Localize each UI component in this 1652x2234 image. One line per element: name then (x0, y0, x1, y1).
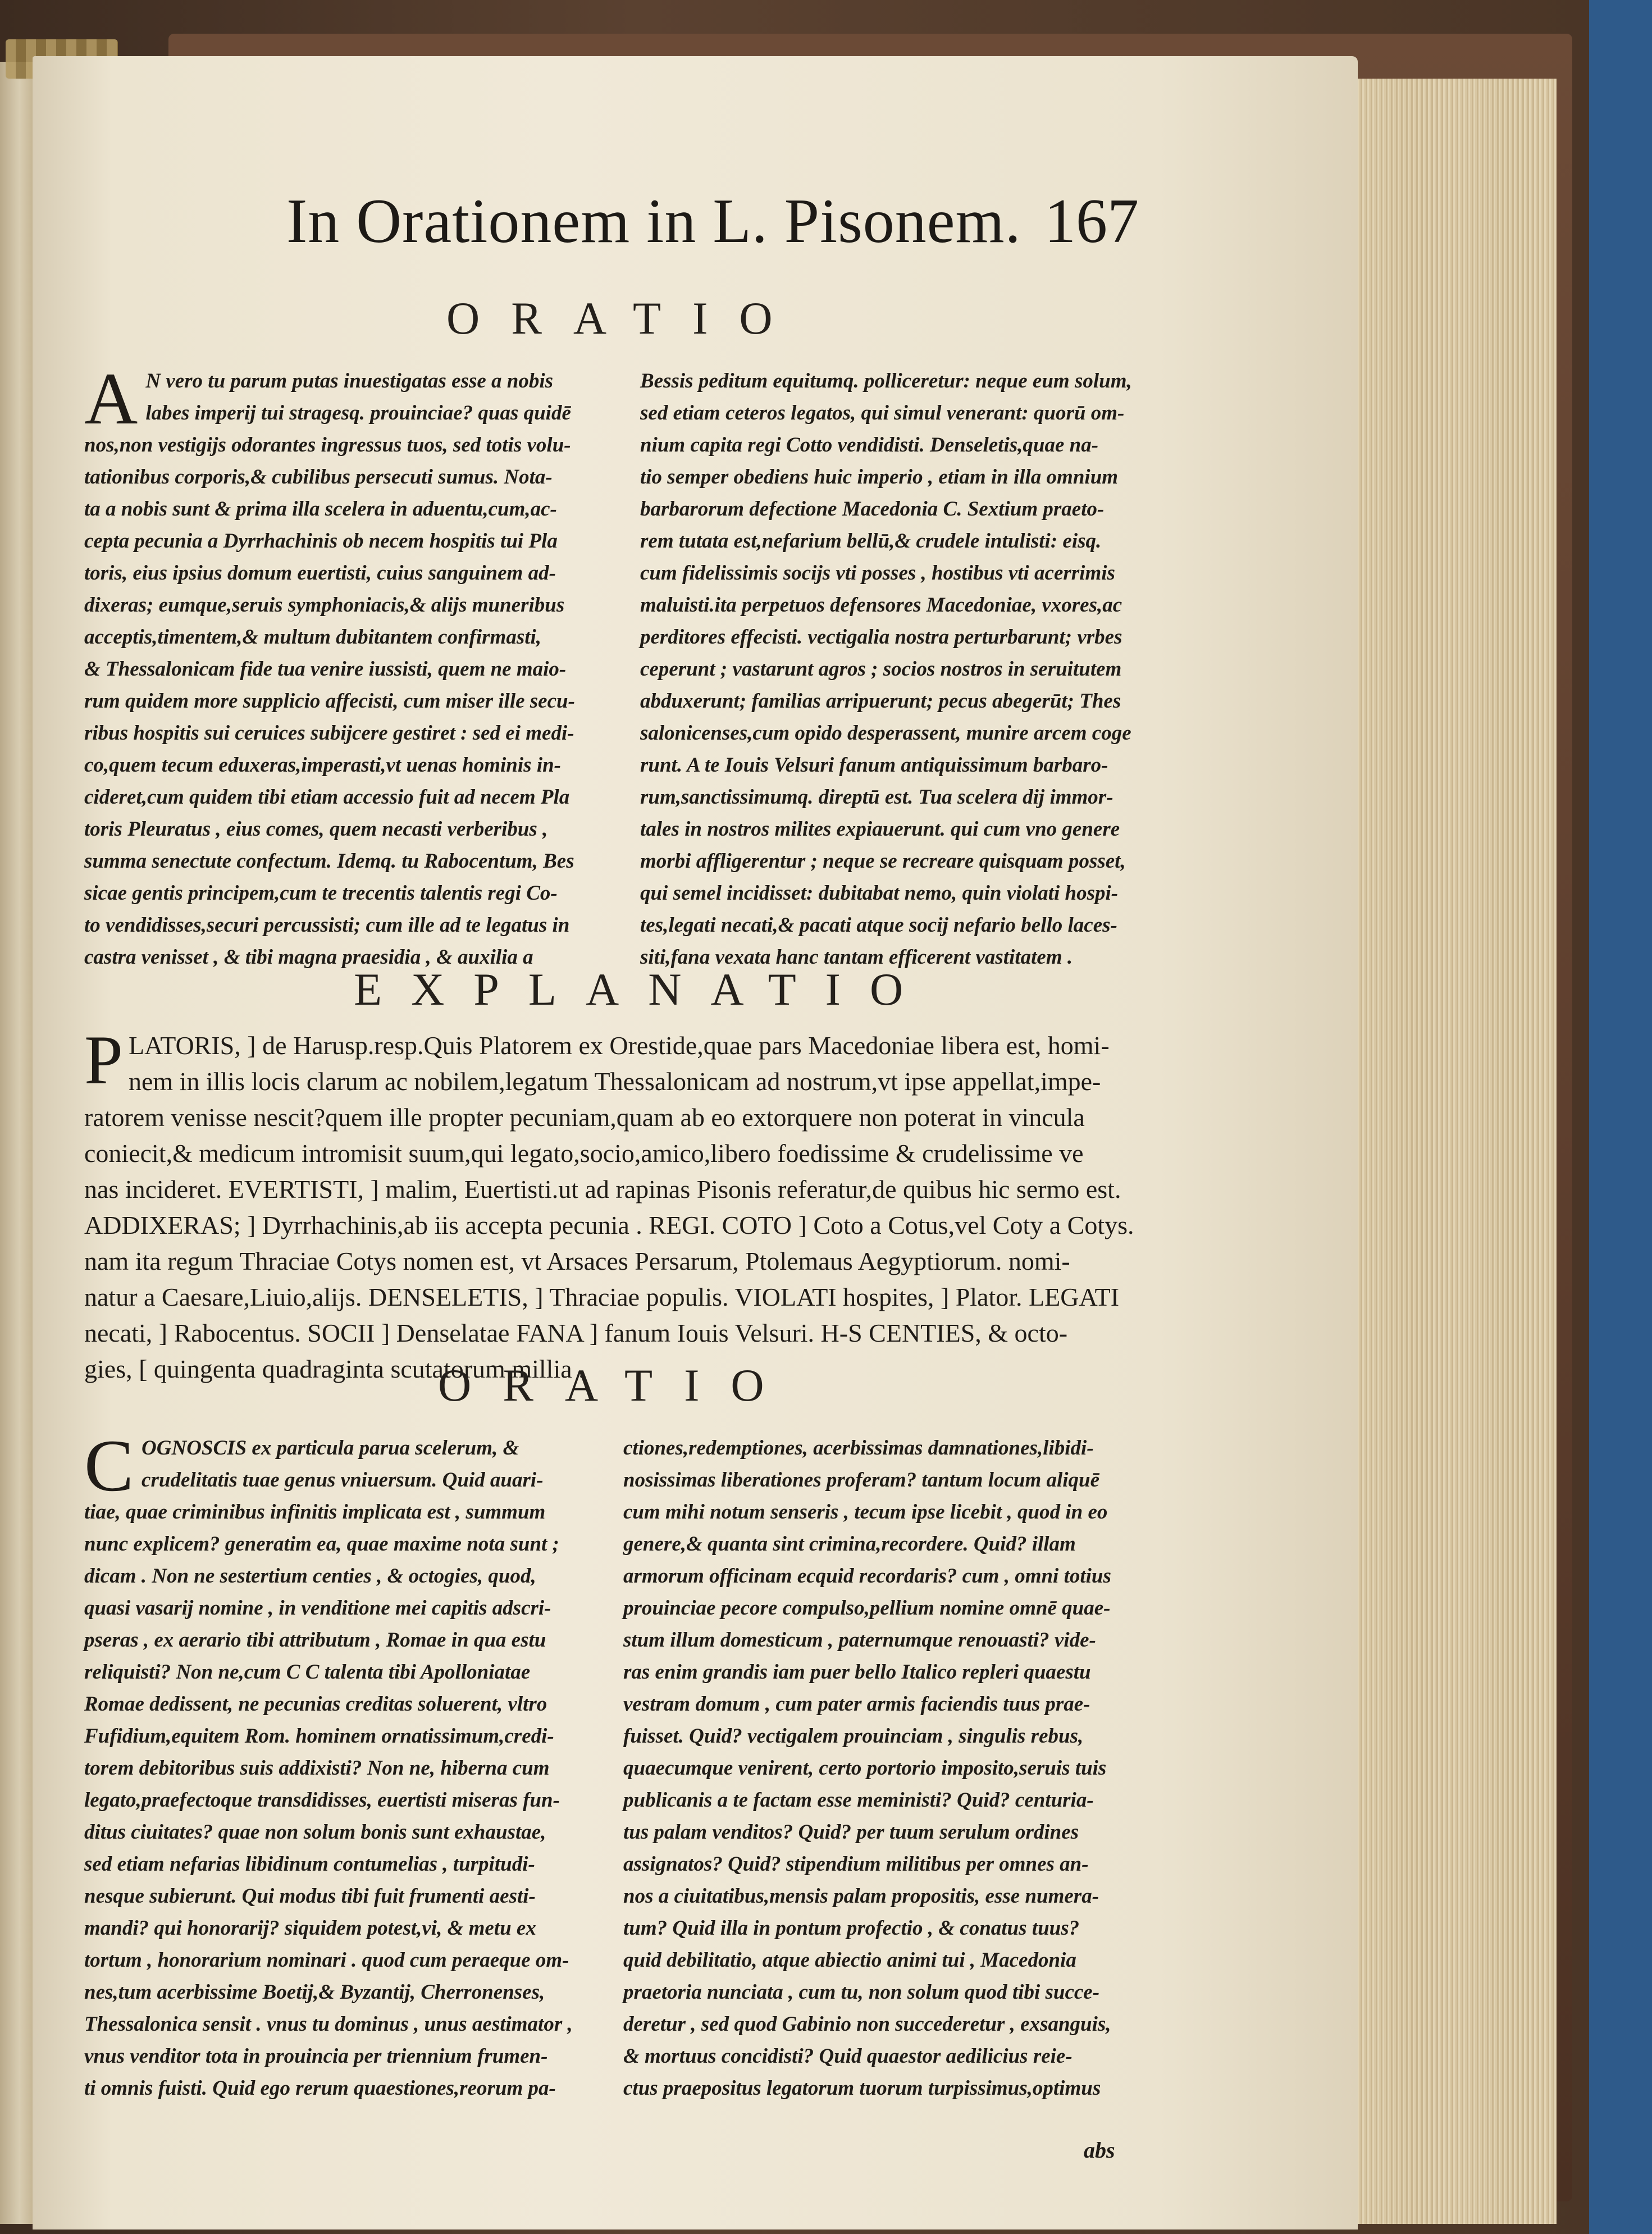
text-block-fore-edge (1348, 79, 1557, 2224)
section-heading-oratio-2: ORATIO (438, 1360, 796, 1411)
oratio-2-left-column (84, 1424, 612, 2104)
section-heading-oratio-1: ORATIO (446, 293, 804, 344)
oratio-1-right-text: Bessis peditum equitumq. polliceretur: neque eum solum, sed etiam ceteros legatos, qui simul venerant: quorū om- nium capita regi Cotto vendidisti. Denseletis,quae na- tio semper obediens huic imperio , etiam in illa omnium barbarorum defectione Macedonia C. Sextium praeto- rem tutata est,nefarium bellū,& crudele intulisti: eisq. cum fidelissimis socijs vti posses , hostibus vti acerrimis maluisti.ita perpetuos defensores Macedoniae, vxores,ac perditores effecisti. vectigalia nostra perturbarunt; vrbes ceperunt ; vastarunt agros ; socios nostros in seruitutem abduxerunt; familias arripuerunt; pecus abegerūt; Thes salonicenses,cum opido desperassent, munire arcem coge runt. A te Iouis Velsuri fanum antiquissimum barbaro- rum,sanctissimumq. direptū est. Tua scelera dij immor- tales in nostros milites expiauerunt. qui cum vno genere morbi affligerentur ; neque se recreare quisquam posset, qui semel incidisset: dubitabat nemo, quin violati hospi- tes,legati necati,& pacati atque socij nefario bello laces- siti,fana vexata hanc tantam efficerent vastitatem . (640, 370, 1132, 969)
explanatio-block (84, 1022, 1162, 1387)
drop-cap-initial: P (84, 1022, 123, 1098)
oratio-1-left-column (84, 357, 612, 973)
section-heading-explanatio: EXPLANATIO (354, 964, 933, 1015)
page-number: 167 (1044, 186, 1139, 256)
oratio-2-right-text: ctiones,redemptiones, acerbissimas damnationes,libidi- nosissimas liberationes proferam? tantum locum aliquē cum mihi notum senseris , tecum ipse licebit , quod in eo genere,& quanta sint crimina,recordere. Quid? illam armorum officinam ecquid recordaris? cum , omni totius prouinciae pecore compulso,pellium nomine omnē quae- stum illum domesticum , paternumque renouasti? vide- ras enim grandis iam puer bello Italico repleri quaestu vestram domum , cum pater armis faciendis tuus prae- fuisset. Quid? vectigalem prouinciam , singulis rebus, quaecumque venirent, certo portorio imposito,seruis tuis publicanis a te factam esse meministi? Quid? centuria- tus palam venditos? Quid? per tuum serulum ordines assignatos? Quid? stipendium militibus per omnes an- nos a ciuitatibus,mensis palam propositis, esse numera- tum? Quid illa in pontum profectio , & conatus tuus? quid debilitatio, atque abiectio animi tui , Macedonia praetoria nunciata , cum tu, non solum quod tibi succe- deretur , sed quod Gabinio non succederetur , exsanguis, & mortuus concidisti? Quid quaestor aedilicius reie- ctus praepositus legatorum tuorum turpissimus,optimus (623, 1437, 1111, 2100)
catchword: abs (1084, 2137, 1115, 2163)
running-head: In Orationem in L. Pisonem. (286, 186, 1021, 256)
oratio-2-left-text: OGNOSCIS ex particula parua scelerum, & crudelitatis tuae genus vniuersum. Quid auari- tiae, quae criminibus infinitis implicata est , summum nunc explicem? generatim ea, quae maxime nota sunt ; dicam . Non ne sestertium centies , & octogies, quod, quasi vasarij nomine , in venditione mei capitis adscri- pseras , ex aerario tibi attributum , Romae in qua estu reliquisti? Non ne,cum C C talenta tibi Apolloniatae Romae dedissent, ne pecunias creditas soluerent, vltro Fufidium,equitem Rom. hominem ornatissimum,credi- torem debitoribus suis addixisti? Non ne, hiberna cum legato,praefectoque transdidisses, euertisti miseras fun- ditus ciuitates? quae non solum bonis sunt exhaustae, sed etiam nefarias libidinum contumelias , turpitudi- nesque subierunt. Qui modus tibi fuit frumenti aesti- mandi? qui honorarij? siquidem potest,vi, & metu ex tortum , honorarium nominari . quod cum peraeque om- nes,tum acerbissime Boetij,& Byzantij, Cherronenses, Thessalonica sensit . vnus tu dominus , unus aestimator , vnus venditor tota in prouincia per triennium frumen- ti omnis fuisti. Quid ego rerum quaestiones,reorum pa- (84, 1437, 573, 2100)
oratio-1-left-text: N vero tu parum putas inuestigatas esse a nobis labes imperij tui stragesq. prouinciae? quas quidē nos,non vestigijs odorantes ingressus tuos, sed totis volu- tationibus corporis,& cubilibus persecuti sumus. Nota- ta a nobis sunt & prima illa scelera in aduentu,cum,ac- cepta pecunia a Dyrrhachinis ob necem hospitis tui Pla toris, eius ipsius domum euertisti, cuius sanguinem ad- dixeras; eumque,seruis symphoniacis,& alijs muneribus acceptis,timentem,& multum dubitantem confirmasti, & Thessalonicam fide tua venire iussisti, quem ne maio- rum quidem more supplicio affecisti, cum miser ille secu- ribus hospitis sui ceruices subijcere gestiret : sed ei medi- co,quem tecum eduxeras,imperasti,vt uenas hominis in- cideret,cum quidem tibi etiam accessio fuit ad necem Pla toris Pleuratus , eius comes, quem necasti verberibus , summa senectute confectum. Idemq. tu Rabocentum, Bes sicae gentis principem,cum te trecentis talentis regi Co- to vendidisses,securi percussisti; cum ille ad te legatus in castra venisset , & tibi magna praesidia , & auxilia a (84, 370, 575, 969)
drop-cap-initial: C (84, 1424, 134, 1507)
oratio-2-right-column (623, 1432, 1179, 2104)
drop-cap-initial: A (84, 357, 138, 440)
oratio-1-right-column (640, 365, 1179, 973)
left-page-edge (0, 62, 33, 2224)
explanatio-text: LATORIS, ] de Harusp.resp.Quis Platorem ex Orestide,quae pars Macedoniae libera est, homi- nem in illis locis clarum ac nobilem,legatum Thessalonicam ad nostrum,vt ipse appellat,impe- ratorem venisse nescit?quem ille propter pecuniam,quam ab eo extorquere non poterat in vincula coniecit,& medicum intromisit suum,qui legato,socio,amico,libero foedissime & crudelissime ve nas incideret. EVERTISTI, ] malim, Euertisti.ut ad rapinas Pisonis referatur,de quibus hic sermo est. ADDIXERAS; ] Dyrrhachinis,ab iis accepta pecunia . REGI. COTO ] Coto a Cotus,vel Coty a Cotys. nam ita regum Thraciae Cotys nomen est, vt Arsaces Persarum, Ptolemaus Aegyptiorum. nomi- natur a Caesare,Liuio,alijs. DENSELETIS, ] Thraciae populis. VIOLATI hospites, ] Plator. LEGATI necati, ] Rabocentus. SOCII ] Denselatae FANA ] fanum Iouis Velsuri. H-S CENTIES, & octo- gies, [ quingenta quadraginta scutatorum millia . (84, 1031, 1134, 1383)
